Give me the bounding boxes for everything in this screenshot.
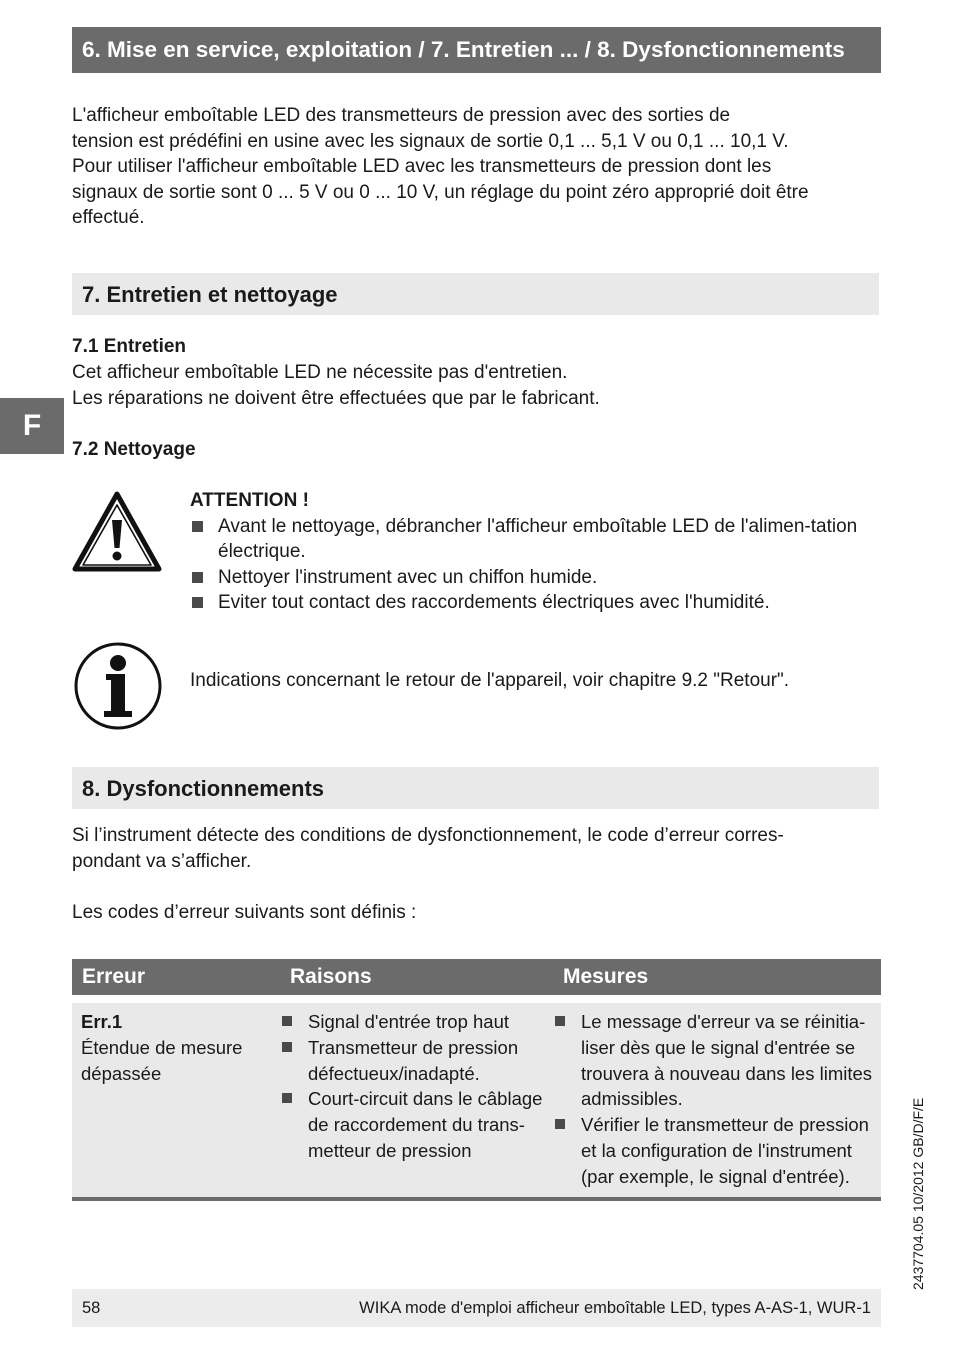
error-code: Err.1: [81, 1011, 123, 1032]
info-text: Indications concernant le retour de l'appareil, voir chapitre 9.2 "Retour".: [190, 670, 790, 691]
error-codes-intro: Les codes d’erreur suivants sont définis :: [72, 902, 417, 923]
text-line: Les réparations ne doivent être effectuées que par le fabricant.: [72, 387, 600, 409]
raison-line: metteur de pression: [308, 1139, 472, 1161]
text-line: Si l’instrument détecte des conditions de dysfonctionnement, le code d’erreur corres-: [72, 825, 784, 846]
warning-triangle-icon: [72, 490, 162, 574]
section-8-heading: 8. Dysfonctionnements: [72, 767, 879, 809]
error-desc-line: dépassée: [81, 1062, 162, 1084]
attention-block: [190, 488, 870, 616]
section-7-heading: 7. Entretien et nettoyage: [72, 273, 879, 315]
raison-item: [280, 1035, 555, 1087]
mesure-line: admissibles.: [581, 1088, 683, 1110]
mesure-line: (par exemple, le signal d'entrée).: [581, 1165, 850, 1187]
attention-title: ATTENTION !: [190, 490, 309, 511]
subsection-7-2-title: 7.2 Nettoyage: [72, 439, 196, 460]
attention-bullet: Nettoyer l'instrument avec un chiffon humide.: [190, 565, 870, 591]
error-table-row: [72, 1003, 881, 1201]
cell-mesures: [553, 1009, 879, 1190]
footer-text: WIKA mode d'emploi afficheur emboîtable LED, types A-AS-1, WUR-1: [359, 1299, 871, 1317]
intro-line: L'afficheur emboîtable LED des transmetteurs de pression avec des sorties de: [72, 105, 731, 126]
cell-erreur: [81, 1009, 271, 1086]
text-line: Cet afficheur emboîtable LED ne nécessite pas d'entretien.: [72, 362, 568, 383]
mesure-line: Le message d'erreur va se réinitia-: [581, 1011, 866, 1032]
error-table-header: [72, 959, 881, 995]
mesure-line: trouvera à nouveau dans les limites: [581, 1062, 873, 1084]
raison-line: Court-circuit dans le câblage: [308, 1088, 543, 1110]
mesure-line: et la configuration de l'instrument: [581, 1139, 852, 1161]
page-footer: [72, 1289, 881, 1327]
column-header-mesures: Mesures: [563, 965, 649, 988]
page-number: 58: [82, 1299, 101, 1317]
intro-line: effectué.: [72, 207, 145, 228]
subsection-7-1-title: 7.1 Entretien: [72, 336, 187, 357]
subsection-7-1-text: [72, 360, 872, 411]
raison-line: défectueux/inadapté.: [308, 1062, 480, 1084]
raison-item: [280, 1009, 555, 1035]
raison-line: Transmetteur de pression: [308, 1036, 519, 1058]
mesure-line: Vérifier le transmetteur de pression: [581, 1114, 869, 1136]
info-icon: [72, 641, 164, 731]
error-desc-line: Étendue de mesure: [81, 1036, 243, 1058]
attention-bullet: Avant le nettoyage, débrancher l'afficheur emboîtable LED de l'alimen-tation électrique.: [190, 514, 870, 565]
raison-line: Signal d'entrée trop haut: [308, 1011, 510, 1032]
mesure-line: liser dès que le signal d'entrée se: [581, 1036, 856, 1058]
raison-item: [280, 1086, 555, 1163]
chapter-header: 6. Mise en service, exploitation / 7. Entretien ... / 8. Dysfonctionnements: [72, 27, 881, 73]
language-tab: F: [0, 398, 64, 454]
text-line: pondant va s’afficher.: [72, 850, 252, 872]
raison-line: de raccordement du trans-: [308, 1114, 525, 1136]
document-code: 2437704.05 10/2012 GB/D/F/E: [910, 1097, 926, 1290]
attention-bullet: Eviter tout contact des raccordements électriques avec l'humidité.: [190, 590, 870, 616]
intro-line: tension est prédéfini en usine avec les signaux de sortie 0,1 ... 5,1 V ou 0,1 ... 10,1 V.: [72, 130, 789, 152]
mesure-item: [553, 1112, 879, 1189]
column-header-erreur: Erreur: [82, 965, 146, 988]
intro-line: Pour utiliser l'afficheur emboîtable LED avec les transmetteurs de pression dont les: [72, 156, 772, 177]
section-8-intro: [72, 823, 872, 874]
column-header-raisons: Raisons: [290, 965, 372, 988]
cell-raisons: [280, 1009, 555, 1164]
mesure-item: [553, 1009, 879, 1112]
intro-line: signaux de sortie sont 0 ... 5 V ou 0 ... 10 V, un réglage du point zéro approprié doit être: [72, 181, 809, 203]
intro-paragraph: [72, 103, 872, 231]
